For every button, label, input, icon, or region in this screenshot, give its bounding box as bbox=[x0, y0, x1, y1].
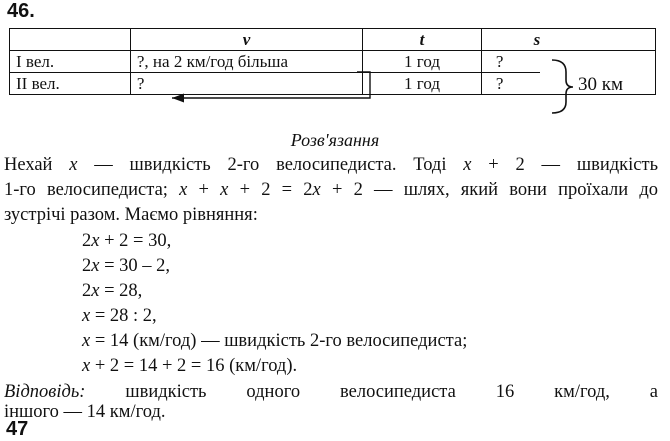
answer-line-1: Відповідь: швидкість одного велосипедиста 16 км/год, а bbox=[4, 382, 658, 402]
table-header-row bbox=[10, 29, 656, 51]
next-problem-fragment: 47 bbox=[6, 418, 29, 440]
equation-line: 2x = 30 – 2, bbox=[82, 256, 171, 276]
data-table bbox=[9, 28, 656, 95]
paragraph-line-3: зустрічі разом. Маємо рівняння: bbox=[4, 205, 258, 225]
answer-label: Відповідь: bbox=[4, 382, 86, 402]
equation-line: x = 28 : 2, bbox=[82, 306, 157, 326]
row1-distance: ? bbox=[481, 51, 540, 73]
row2-distance: ? bbox=[481, 73, 540, 95]
row2-time: 1 год bbox=[363, 73, 482, 95]
row1-speed: ?, на 2 км/год більша bbox=[130, 51, 362, 73]
equation-line: 2x + 2 = 30, bbox=[82, 231, 172, 251]
row2-speed: ? bbox=[130, 73, 362, 95]
equation-line: x = 14 (км/год) — швидкість 2-го велосипедиста; bbox=[82, 331, 468, 351]
row1-time: 1 год bbox=[363, 51, 482, 73]
solution-title: Розв'язання bbox=[290, 130, 380, 150]
row1-name: І вел. bbox=[10, 51, 131, 73]
problem-number: 46. bbox=[7, 0, 35, 22]
header-cell-time: t bbox=[363, 29, 482, 51]
sum-label: 30 км bbox=[578, 74, 624, 95]
paragraph-line-1: Нехай x — швидкість 2-го велосипедиста. Тоді x + 2 — швидкість bbox=[4, 155, 659, 175]
header-cell-empty bbox=[540, 29, 655, 51]
row2-name: ІІ вел. bbox=[10, 73, 131, 95]
paragraph-line-2: 1-го велосипедиста; x + x + 2 = 2x + 2 — шлях, який вони проїхали до bbox=[4, 180, 659, 200]
header-cell-distance: s bbox=[481, 29, 540, 51]
header-cell-speed: v bbox=[130, 29, 362, 51]
answer-line-2: іншого — 14 км/год. bbox=[4, 402, 166, 422]
table-row bbox=[10, 51, 656, 73]
equation-line: x + 2 = 14 + 2 = 16 (км/год). bbox=[82, 356, 298, 376]
equation-line: 2x = 28, bbox=[82, 281, 143, 301]
header-cell-name bbox=[10, 29, 131, 51]
